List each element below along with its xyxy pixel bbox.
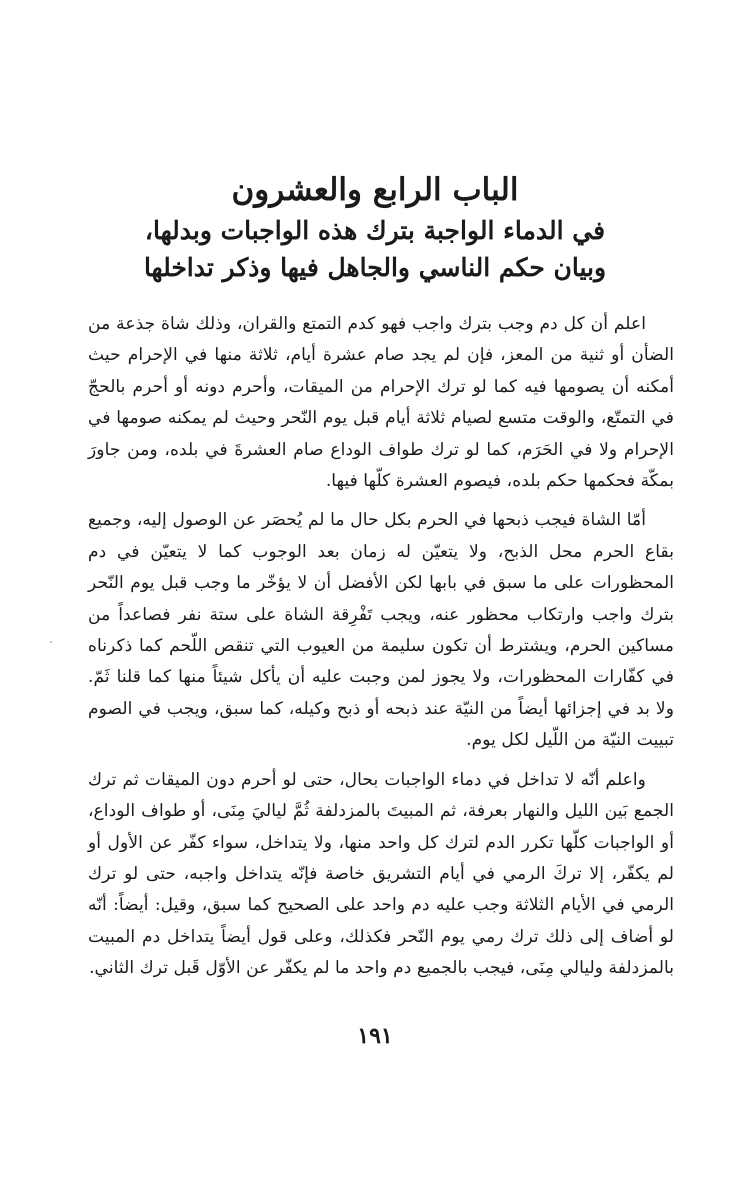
page-number: ١٩١ — [357, 1023, 393, 1049]
chapter-subtitle-line-2: وبيان حكم الناسي والجاهل فيها وذكر تداخلها — [143, 253, 607, 282]
body-text — [88, 309, 674, 993]
chapter-title: الباب الرابع والعشرون — [231, 172, 519, 208]
paragraph-1: اعلم أن كل دم وجب بترك واجب فهو كدم التمتع والقران، وذلك شاة جذعة من الضأن أو ثنية من المعز، فإن لم يجد صام عشرة أيام، ثلاثة منها في الإحرام حيث أمكنه أن يصومها فيه كما لو ترك الإحرام من الميقات، وأحرم دونه أو أحرم بالحجّ في التمتّع، والوقت متسع لصيام ثلاثة أيام قبل يوم النّحر وحيث لم يمكنه صومها في الإحرام ولا في الحَرَم، كما لو ترك طواف الوداع صام العشرةَ في بلده، ومن جاورَ بمكّة فحكمها حكم بلده، فيصوم العشرة كلّها فيها. — [88, 314, 674, 492]
paragraph-3: واعلم أنّه لا تداخل في دماء الواجبات بحال، حتى لو أحرم دون الميقات ثم ترك الجمع بَين الليل والنهار بعرفة، ثم المبيتَ بالمزدلفة ثُمَّ لياليَ مِنَى، أو طواف الوداع، أو الواجبات كلّها تكرر الدم لترك كل واحد منها، ولا يتداخل، سواء كفّر عن الأول أو لم يكفّر، إلا تركَ الرمي في أيام التشريق خاصة فإنّه يتداخل واجبه، حتى لو ترك الرمي في الأيام الثلاثة وجب عليه دم واحد على الصحيح كما سبق، وقيل: أيضاً: أنّه لو أضاف إلى ذلك ترك رمي يوم النّحر فكذلك، وعلى قول أيضاً يتداخل دم المبيت بالمزدلفة وليالي مِنَى، فيجب بالجميع دم واحد ما لم يكفّر عن الأوّل قَبل ترك الثاني. — [88, 769, 674, 979]
chapter-subtitle-line-1: في الدماء الواجبة بترك هذه الواجبات وبدلها، — [144, 216, 606, 245]
margin-mark — [50, 641, 52, 643]
paragraph-2: أمّا الشاة فيجب ذبحها في الحرم بكل حال ما لم يُحصَر عن الوصول إليه، وجميع بقاع الحرم محل الذبح، ولا يتعيّن له زمان بعد الوجوب كما لا يتعيّن في دم المحظورات على ما سبق في بابها لكن الأفضل أن لا يؤخّر ما وجب قبل يوم النّحر بترك واجب وارتكاب محظور عنه، ويجب تَفْرِقة الشاة على ستة نفر فصاعداً من مساكين الحرم، ويشترط أن تكون سليمة من العيوب التي تنقص اللّحم كما ذكرناه في كفّارات المحظورات، ولا يجوز لمن وجبت عليه أن يأكل شيئاً منها كما قلنا ثَمّ. ولا بد في إجزائها أيضاً من النيّة عند ذبحه أو ذبح وكيله، كما سبق، ويجب في الصوم تبييت النيّة من اللّيل لكل يوم. — [88, 510, 674, 751]
